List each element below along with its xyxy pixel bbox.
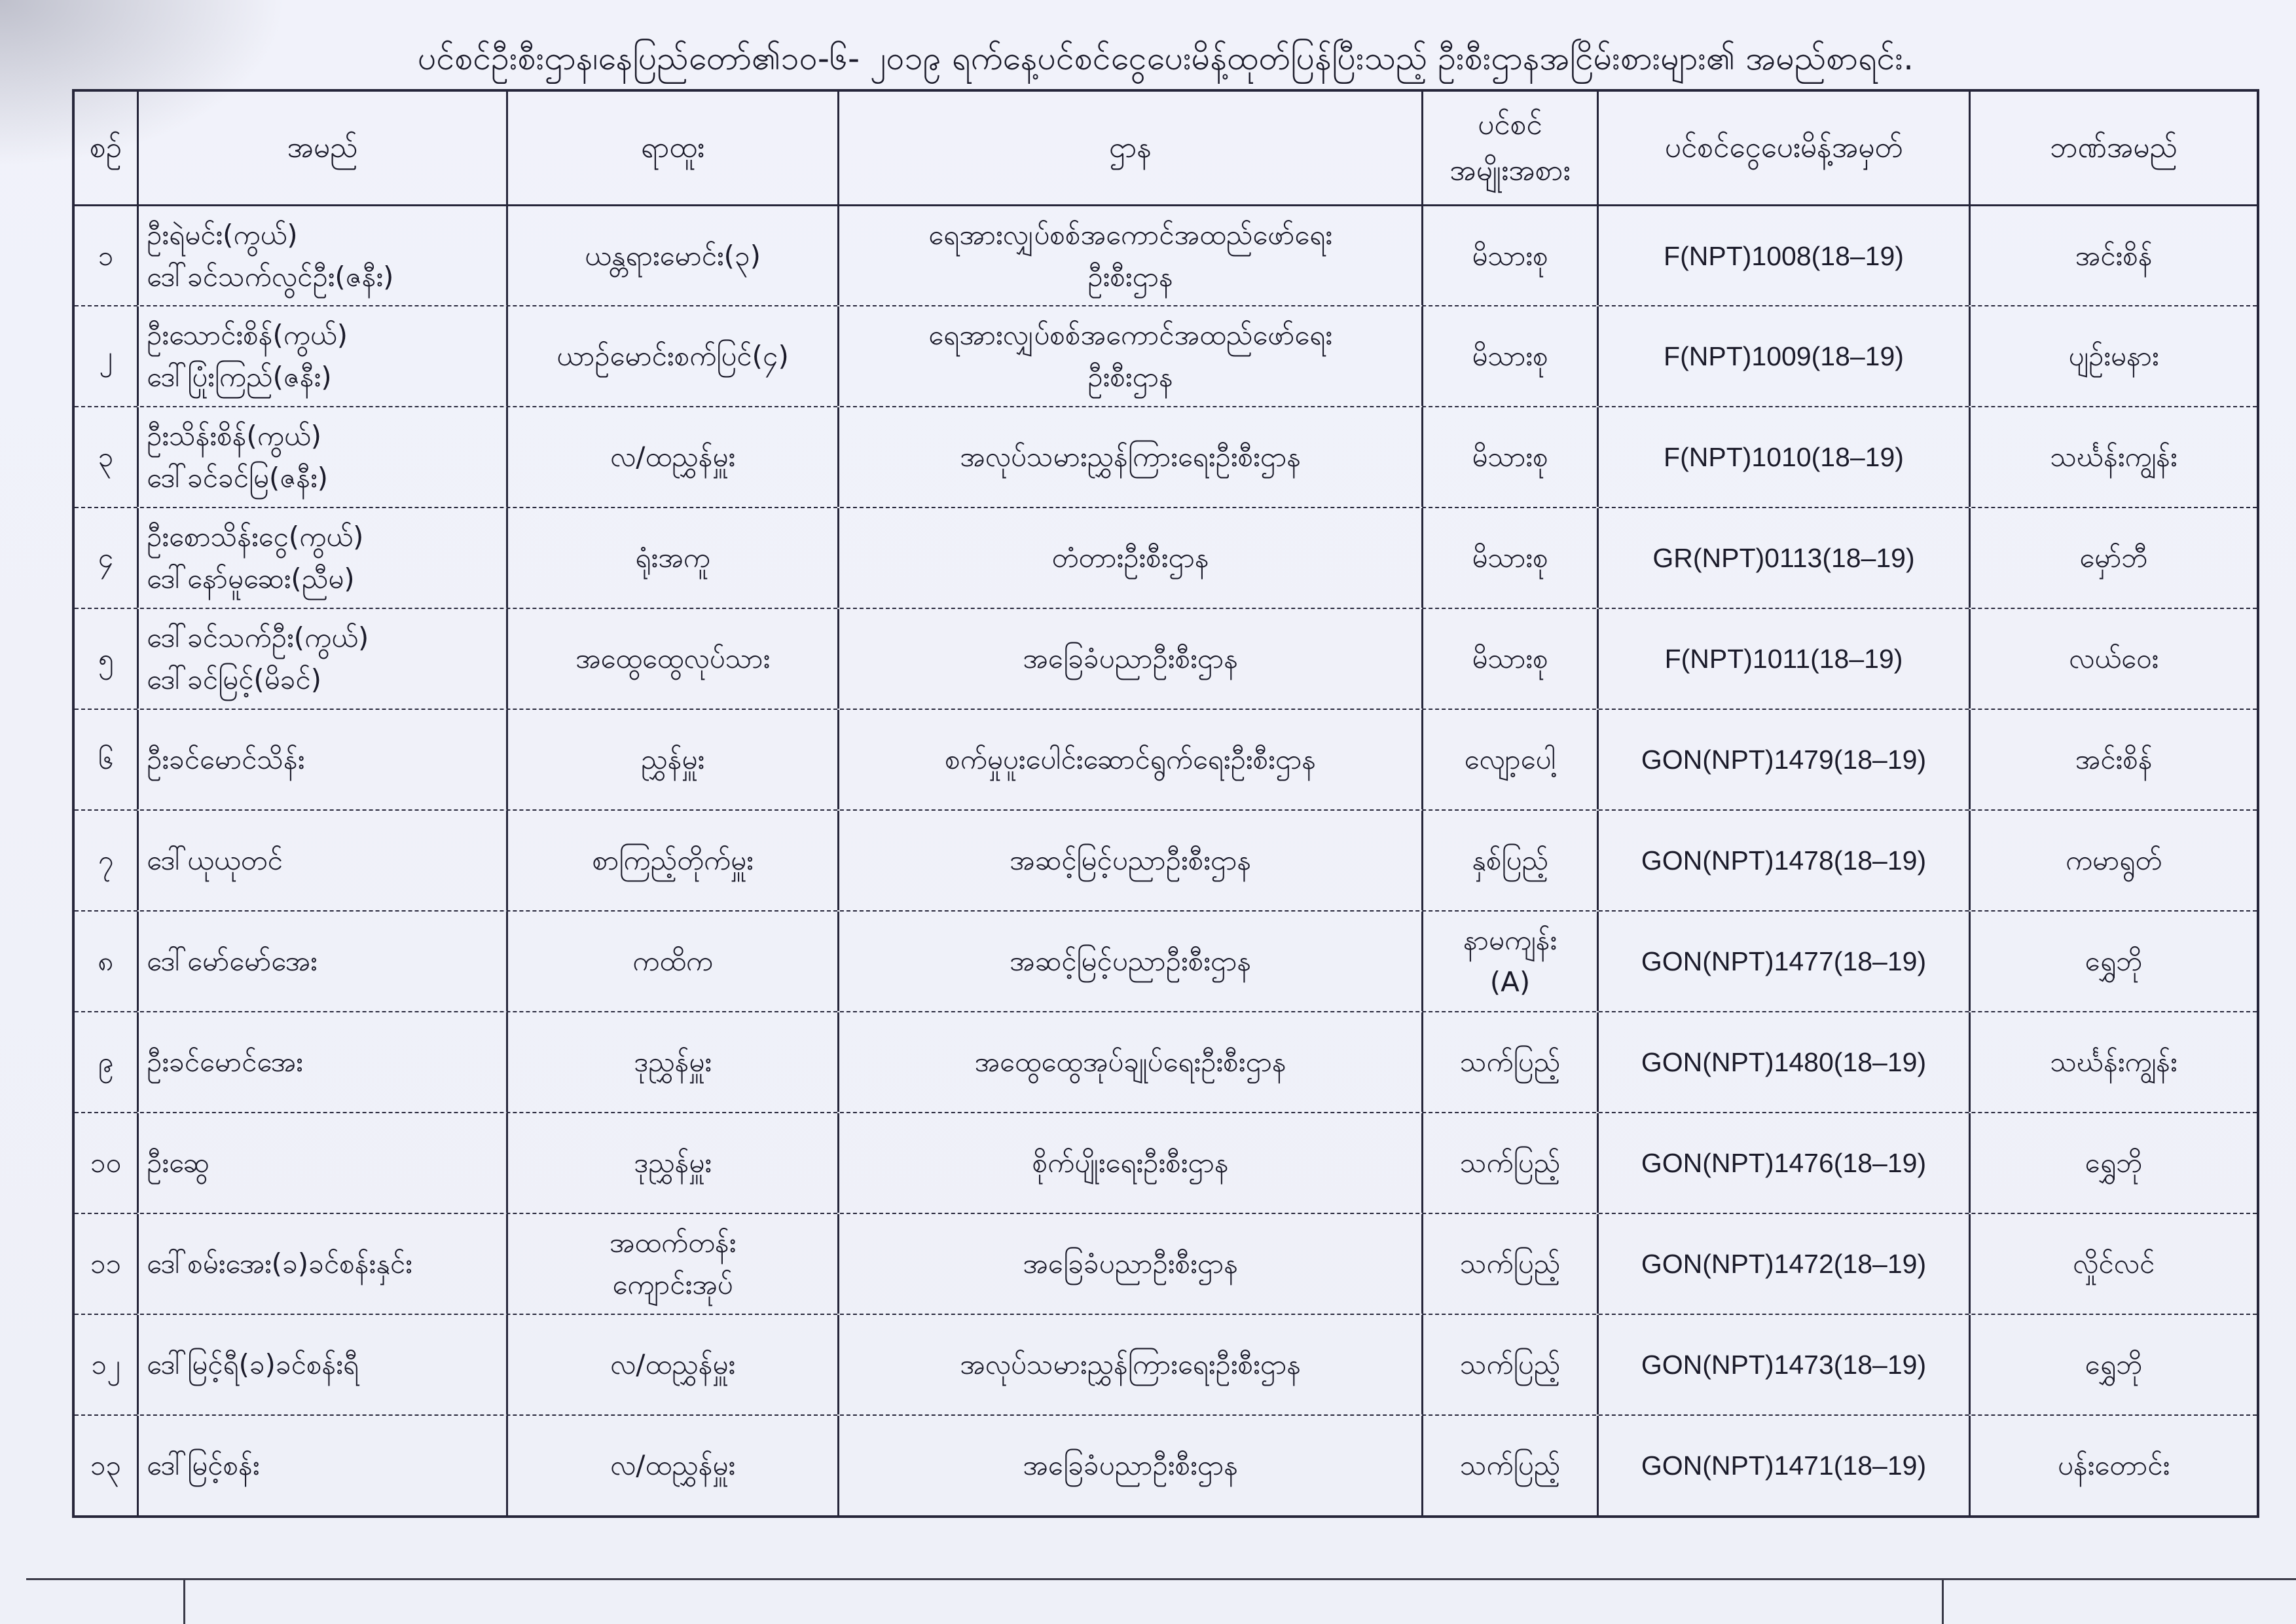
position-cell — [508, 811, 839, 910]
recipient-name: ဒေါ်ခင်သက်လွင်ဦး(ဇနီး) — [147, 260, 394, 293]
pension-type: မိသားစု — [1472, 441, 1548, 473]
header-label: အမည် — [287, 131, 358, 164]
serial-number-cell — [75, 1315, 139, 1414]
pension-type-cell — [1423, 306, 1599, 406]
pension-order-number: F(NPT)1009(18–19) — [1664, 341, 1904, 371]
pension-order-number-cell — [1599, 1315, 1971, 1414]
serial-number-cell — [75, 1214, 139, 1314]
bank-name: သင်္ဃန်းကျွန်း — [2050, 1046, 2178, 1078]
table-row — [75, 1314, 2257, 1414]
bank-name: ကမာရွတ် — [2065, 844, 2162, 876]
pension-order-number: GON(NPT)1471(18–19) — [1641, 1450, 1927, 1481]
bank-cell — [1971, 407, 2257, 507]
position-cell — [508, 912, 839, 1011]
serial-number: ၁ — [98, 239, 114, 272]
position-cell — [508, 407, 839, 507]
bank-cell — [1971, 912, 2257, 1011]
position-cell — [508, 609, 839, 709]
position-cell — [508, 710, 839, 809]
table-row — [75, 1213, 2257, 1314]
document-title: ပင်စင်ဦးစီးဌာန၊နေပြည်တော်၏၁၀-၆- ၂၀၁၉ ရက်နေ့ပင်စင်ငွေပေးမိန့်ထုတ်ပြန်ပြီးသည့် ဦးစီးဌာနအငြိမ်းစားများ၏ အမည်စာရင်း. — [417, 39, 1914, 77]
name-cell — [139, 912, 508, 1011]
serial-number: ၃ — [98, 441, 114, 473]
bank-cell — [1971, 1315, 2257, 1414]
pension-type-cell — [1423, 710, 1599, 809]
pension-type: သက်ပြည့် — [1459, 1046, 1561, 1078]
bank-cell — [1971, 306, 2257, 406]
serial-number-cell — [75, 1416, 139, 1515]
recipient-name: ဒေါ်ခင်မြင့်(မိခင်) — [147, 663, 321, 695]
pension-order-number-cell — [1599, 1214, 1971, 1314]
pension-order-number: F(NPT)1010(18–19) — [1664, 442, 1904, 472]
position-text: ယာဉ်မောင်းစက်ပြင်(၄) — [556, 340, 789, 372]
department-cell — [839, 1416, 1423, 1515]
name-cell — [139, 306, 508, 406]
department-text: အထွေထွေအုပ်ချုပ်ရေးဦးစီးဌာန — [974, 1046, 1286, 1078]
pension-order-number: GR(NPT)0113(18–19) — [1652, 543, 1915, 573]
position-cell — [508, 1012, 839, 1112]
table-row — [75, 1112, 2257, 1213]
name-cell — [139, 508, 508, 608]
name-cell — [139, 1214, 508, 1314]
header-department — [839, 92, 1423, 204]
position-cell — [508, 1315, 839, 1414]
name-cell — [139, 1416, 508, 1515]
pensioner-name: ဒေါ်စမ်းအေး(ခ)ခင်စန်းနှင်း — [147, 1247, 412, 1280]
name-cell — [139, 206, 508, 305]
bank-cell — [1971, 1113, 2257, 1213]
pension-type-cell — [1423, 811, 1599, 910]
name-cell — [139, 811, 508, 910]
pensioner-name: ဦးဆွေ — [147, 1147, 210, 1179]
serial-number-cell — [75, 508, 139, 608]
department-text: အခြေခံပညာဦးစီးဌာန — [1023, 642, 1238, 674]
bank-name: ပျဉ်းမနား — [2068, 340, 2159, 372]
pension-type-cell — [1423, 912, 1599, 1011]
pension-type-cell — [1423, 508, 1599, 608]
table-row — [75, 1414, 2257, 1515]
position-text: လ/ထညွှန်မှူး — [610, 1348, 736, 1380]
bank-name: မှော်ဘီ — [2079, 542, 2148, 574]
pension-order-number-cell — [1599, 1012, 1971, 1112]
department-cell — [839, 1214, 1423, 1314]
position-cell — [508, 1214, 839, 1314]
pension-order-number-cell — [1599, 1416, 1971, 1515]
bank-cell — [1971, 609, 2257, 709]
serial-number-cell — [75, 811, 139, 910]
serial-number-cell — [75, 1113, 139, 1213]
scan-edge-line — [26, 1578, 2296, 1580]
serial-number-cell — [75, 912, 139, 1011]
department-text: အလုပ်သမားညွှန်ကြားရေးဦးစီးဌာန — [960, 1348, 1301, 1380]
bank-cell — [1971, 1012, 2257, 1112]
department-cell — [839, 811, 1423, 910]
department-text: တံတားဦးစီးဌာန — [1051, 542, 1209, 574]
position-text: ယန္တရားမောင်း(၃) — [585, 239, 761, 272]
bank-name: သင်္ဃန်းကျွန်း — [2050, 441, 2178, 473]
pensioner-name: ဦးရဲမင်း(ကွယ်) — [147, 218, 298, 251]
position-text: အထွေထွေလုပ်သား — [575, 642, 771, 674]
pension-order-number-cell — [1599, 206, 1971, 305]
department-text: ရေအားလျှပ်စစ်အကောင်အထည်ဖော်ရေး — [928, 218, 1332, 251]
position-cell — [508, 508, 839, 608]
pensioner-name: ဒေါ်မြင့်စန်း — [147, 1449, 260, 1481]
pension-type: နာမကျန်း — [1463, 924, 1558, 956]
department-cell — [839, 508, 1423, 608]
pension-type: နှစ်ပြည့် — [1472, 844, 1548, 876]
department-text: ရေအားလျှပ်စစ်အကောင်အထည်ဖော်ရေး — [928, 319, 1332, 351]
pensioner-name: ဒေါ်ယုယုတင် — [147, 844, 283, 876]
pension-type: မိသားစု — [1472, 642, 1548, 674]
serial-number-cell — [75, 206, 139, 305]
serial-number: ၈ — [98, 945, 114, 977]
serial-number: ၄ — [98, 542, 114, 574]
table-row — [75, 507, 2257, 608]
header-pension-type — [1423, 92, 1599, 204]
serial-number: ၁၀ — [90, 1147, 122, 1179]
bank-name: ရွှေဘို — [2085, 1147, 2143, 1179]
department-text: အဆင့်မြင့်ပညာဦးစီးဌာန — [1009, 844, 1252, 876]
serial-number-cell — [75, 1012, 139, 1112]
header-position — [508, 92, 839, 204]
bank-name: ရွှေဘို — [2085, 1348, 2143, 1380]
pension-type: မိသားစု — [1472, 542, 1548, 574]
pension-order-number: F(NPT)1008(18–19) — [1664, 240, 1904, 271]
position-cell — [508, 1416, 839, 1515]
department-text: အခြေခံပညာဦးစီးဌာန — [1023, 1449, 1238, 1481]
pension-type-cell — [1423, 1214, 1599, 1314]
department-text: စက်မှုပူးပေါင်းဆောင်ရွက်ရေးဦးစီးဌာန — [945, 743, 1316, 775]
pensioner-name: ဒေါ်မြင့်ရီ(ခ)ခင်စန်းရီ — [147, 1348, 359, 1380]
header-label: ရာထူး — [640, 131, 705, 164]
pension-order-number: GON(NPT)1479(18–19) — [1641, 745, 1927, 775]
department-cell — [839, 407, 1423, 507]
pension-order-number: F(NPT)1011(18–19) — [1664, 644, 1903, 674]
table-row — [75, 204, 2257, 305]
scan-edge-tick — [1942, 1578, 1944, 1624]
recipient-name: ဒေါ်ခင်ခင်မြ(ဇနီး) — [147, 462, 329, 494]
position-text: ကျောင်းအုပ် — [612, 1268, 733, 1301]
name-cell — [139, 407, 508, 507]
table-row — [75, 809, 2257, 910]
name-cell — [139, 609, 508, 709]
pension-type-cell — [1423, 609, 1599, 709]
serial-number-cell — [75, 407, 139, 507]
pensioner-name: ဒေါ်မော်မော်အေး — [147, 945, 318, 977]
pensioner-name: ဦးသိန်းစိန်(ကွယ်) — [147, 420, 321, 452]
serial-number: ၅ — [98, 642, 114, 674]
pension-order-number-cell — [1599, 1113, 1971, 1213]
serial-number-cell — [75, 710, 139, 809]
department-cell — [839, 206, 1423, 305]
position-text: ရုံးအကူ — [635, 542, 710, 574]
name-cell — [139, 1315, 508, 1414]
serial-number: ၉ — [98, 1046, 114, 1078]
pension-type: မိသားစု — [1472, 340, 1548, 372]
bank-cell — [1971, 1214, 2257, 1314]
header-label: ပင်စင် — [1478, 108, 1542, 141]
header-serial-number — [75, 92, 139, 204]
pension-type-cell — [1423, 1113, 1599, 1213]
scan-edge-tick — [183, 1578, 185, 1624]
pension-order-number: GON(NPT)1477(18–19) — [1641, 946, 1927, 976]
position-text: လ/ထညွှန်မှူး — [610, 1449, 736, 1481]
name-cell — [139, 710, 508, 809]
pension-type-cell — [1423, 206, 1599, 305]
header-label: ဘဏ်အမည် — [2050, 131, 2178, 164]
pension-order-number-cell — [1599, 912, 1971, 1011]
table-row — [75, 305, 2257, 406]
pension-type: လျော့ပေါ့ — [1464, 743, 1556, 775]
department-cell — [839, 306, 1423, 406]
bank-name: လယ်ဝေး — [2068, 642, 2159, 674]
serial-number: ၂ — [99, 340, 113, 372]
position-text: အထက်တန်း — [609, 1227, 737, 1259]
department-text: အခြေခံပညာဦးစီးဌာန — [1023, 1247, 1238, 1280]
header-name — [139, 92, 508, 204]
department-text: ဦးစီးဌာန — [1087, 260, 1173, 293]
department-text: အဆင့်မြင့်ပညာဦးစီးဌာန — [1009, 945, 1252, 977]
pension-order-number: GON(NPT)1472(18–19) — [1641, 1249, 1927, 1279]
header-pension-order-number — [1599, 92, 1971, 204]
department-text: စိုက်ပျိုးရေးဦးစီးဌာန — [1032, 1147, 1229, 1179]
pension-order-number-cell — [1599, 407, 1971, 507]
pension-type: မိသားစု — [1472, 239, 1548, 272]
department-text: ဦးစီးဌာန — [1087, 361, 1173, 393]
pension-order-number: GON(NPT)1473(18–19) — [1641, 1350, 1927, 1380]
header-label: ပင်စင်ငွေပေးမိန့်အမှတ် — [1664, 131, 1903, 164]
position-text: စာကြည့်တိုက်မှူး — [592, 844, 754, 876]
department-text: အလုပ်သမားညွှန်ကြားရေးဦးစီးဌာန — [960, 441, 1301, 473]
bank-cell — [1971, 710, 2257, 809]
pension-type: သက်ပြည့် — [1459, 1247, 1561, 1280]
pension-order-number: GON(NPT)1476(18–19) — [1641, 1148, 1927, 1178]
pension-order-number-cell — [1599, 609, 1971, 709]
position-cell — [508, 306, 839, 406]
bank-cell — [1971, 811, 2257, 910]
serial-number: ၁၂ — [91, 1348, 120, 1380]
position-text: ကထိက — [632, 945, 713, 977]
recipient-name: ဒေါ်နော်မူဆေး(ညီမ) — [147, 563, 355, 595]
table-row — [75, 1011, 2257, 1112]
position-cell — [508, 206, 839, 305]
bank-name: အင်းစိန် — [2075, 743, 2153, 775]
table-row — [75, 406, 2257, 507]
pension-type-cell — [1423, 407, 1599, 507]
bank-name: အင်းစိန် — [2075, 239, 2153, 272]
pension-order-number: GON(NPT)1480(18–19) — [1641, 1047, 1927, 1077]
pensioner-name: ဦးသောင်းစိန်(ကွယ်) — [147, 319, 348, 351]
pensioner-table — [72, 89, 2259, 1518]
serial-number: ၇ — [98, 844, 114, 876]
pensioner-name: ဦးခင်မောင်သိန်း — [147, 743, 305, 775]
department-cell — [839, 1012, 1423, 1112]
pension-type: သက်ပြည့် — [1459, 1147, 1561, 1179]
position-text: ဒုညွှန်မှူး — [634, 1046, 712, 1078]
serial-number: ၁၁ — [90, 1247, 122, 1280]
position-text: လ/ထညွှန်မှူး — [610, 441, 736, 473]
pension-order-number-cell — [1599, 306, 1971, 406]
header-bank — [1971, 92, 2257, 204]
pension-order-number: GON(NPT)1478(18–19) — [1641, 845, 1927, 876]
pension-type-cell — [1423, 1315, 1599, 1414]
header-label: စဉ် — [89, 131, 122, 164]
table-row — [75, 910, 2257, 1011]
department-cell — [839, 1315, 1423, 1414]
position-text: ညွှန်မှူး — [640, 743, 704, 775]
pension-type-cell — [1423, 1416, 1599, 1515]
serial-number: ၆ — [98, 743, 114, 775]
table-row — [75, 608, 2257, 709]
pensioner-name: ဦးခင်မောင်အေး — [147, 1046, 303, 1078]
header-label: ဌာန — [1108, 131, 1152, 164]
name-cell — [139, 1012, 508, 1112]
department-cell — [839, 912, 1423, 1011]
bank-cell — [1971, 508, 2257, 608]
name-cell — [139, 1113, 508, 1213]
position-cell — [508, 1113, 839, 1213]
department-cell — [839, 1113, 1423, 1213]
position-text: ဒုညွှန်မှူး — [634, 1147, 712, 1179]
pension-type: သက်ပြည့် — [1459, 1348, 1561, 1380]
serial-number: ၁၃ — [90, 1449, 122, 1481]
recipient-name: ဒေါ်ပြုံးကြည်(ဇနီး) — [147, 361, 332, 393]
bank-cell — [1971, 206, 2257, 305]
bank-name: လှိုင်လင် — [2072, 1247, 2155, 1280]
bank-cell — [1971, 1416, 2257, 1515]
serial-number-cell — [75, 306, 139, 406]
pension-order-number-cell — [1599, 710, 1971, 809]
pension-type: သက်ပြည့် — [1459, 1449, 1561, 1481]
pension-order-number-cell — [1599, 508, 1971, 608]
serial-number-cell — [75, 609, 139, 709]
department-cell — [839, 609, 1423, 709]
header-label: အမျိုးအစား — [1449, 154, 1571, 187]
bank-name: ရွှေဘို — [2085, 945, 2143, 977]
table-row — [75, 709, 2257, 809]
pension-order-number-cell — [1599, 811, 1971, 910]
pensioner-name: ဦးစောသိန်းငွေ(ကွယ်) — [147, 521, 364, 553]
pensioner-name: ဒေါ်ခင်သက်ဦး(ကွယ်) — [147, 621, 369, 654]
table-header-row — [75, 92, 2257, 204]
bank-name: ပန်းတောင်း — [2057, 1449, 2170, 1481]
pension-type-cell — [1423, 1012, 1599, 1112]
pension-type-grade: (A) — [1489, 966, 1531, 998]
department-cell — [839, 710, 1423, 809]
